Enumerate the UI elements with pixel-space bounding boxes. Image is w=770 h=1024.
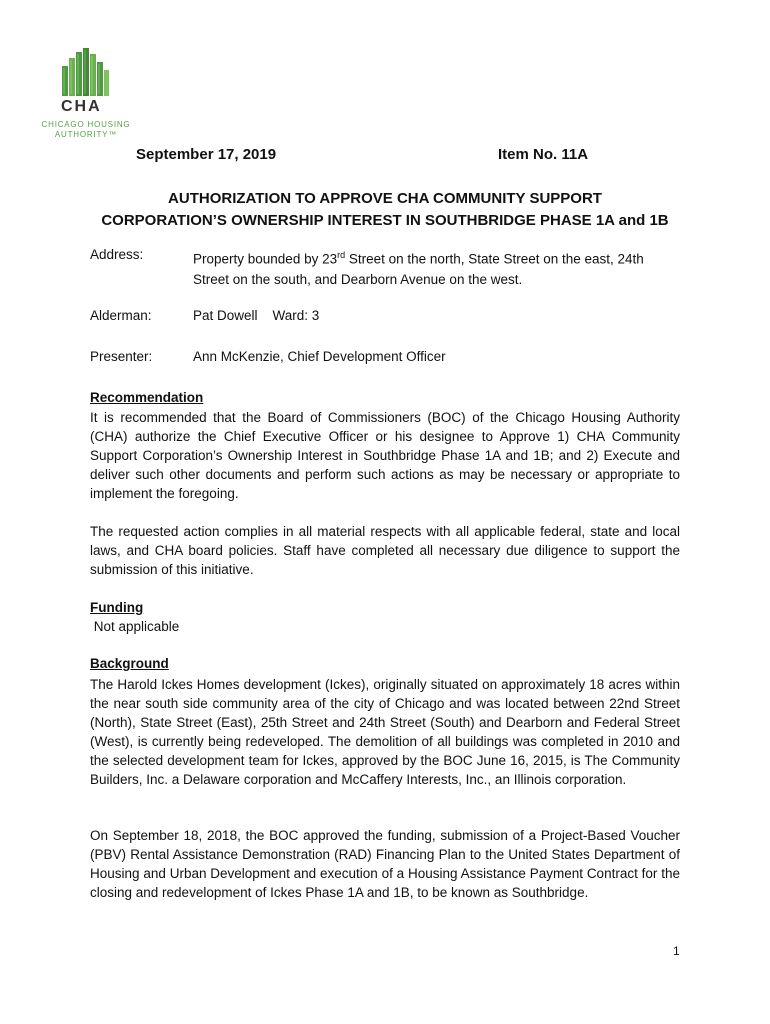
address-label: Address: (90, 247, 144, 262)
cha-logo (36, 48, 136, 139)
presenter-value: Ann McKenzie, Chief Development Officer (193, 349, 446, 364)
document-date: September 17, 2019 (136, 146, 277, 163)
background-paragraph-1: The Harold Ickes Homes development (Ickes), originally situated on approximately 18 acres within the near south side community area of the city of Chicago and was located between 22nd Street (North), State Street (East), 25th Street and 24th Street (South) and Dearborn and Federal Street (West), is currently being redeveloped. The demolition of all buildings was completed in 2010 and the selected development team for Ickes, approved by the BOC June 16, 2015, is The Community Builders, Inc. a Delaware corporation and McCaffery Interests, Inc., an Illinois corporation. (90, 677, 680, 787)
document-title (70, 188, 700, 232)
alderman-label: Alderman: (90, 308, 152, 323)
recommendation-heading: Recommendation (90, 390, 204, 405)
address-text-start: Property bounded by 23 (193, 251, 338, 267)
funding-text: Not applicable (90, 619, 180, 634)
title-line-2: CORPORATION’S OWNERSHIP INTEREST IN SOUTHBRIDGE PHASE 1A and 1B (101, 212, 669, 229)
title-line-1: AUTHORIZATION TO APPROVE CHA COMMUNITY SUPPORT (168, 190, 602, 207)
funding-heading: Funding (90, 600, 144, 615)
logo-line-2: AUTHORITY™ (54, 130, 118, 139)
page-number: 1 (673, 944, 680, 958)
address-superscript: rd (337, 250, 346, 260)
buildings-logo-icon (36, 48, 136, 98)
address-value (193, 245, 673, 290)
recommendation-paragraph-1: It is recommended that the Board of Commissioners (BOC) of the Chicago Housing Authority (CHA) authorize the Chief Executive Officer or his designee to Approve 1) CHA Community Support Corporation’s Ownership Interest in Southbridge Phase 1A and 1B; and 2) Execute and deliver such other documents and perform such actions as may be necessary or appropriate to implement the foregoing. (90, 410, 680, 501)
item-number: Item No. 11A (498, 146, 589, 163)
logo-subtitle (38, 120, 134, 140)
address-text-end: Street on the north, State Street on the east, 24th Street on the south, and Dearborn Avenue on the west. (193, 251, 644, 287)
background-heading: Background (90, 656, 169, 671)
logo-line-1: CHICAGO HOUSING (41, 120, 131, 129)
recommendation-paragraph-2: The requested action complies in all material respects with all applicable federal, state and local laws, and CHA board policies. Staff have completed all necessary due diligence to support the submission of this initiative. (90, 524, 680, 577)
background-paragraph-2: On September 18, 2018, the BOC approved the funding, submission of a Project-Based Voucher (PBV) Rental Assistance Demonstration (RAD) Financing Plan to the United States Department of Housing and Urban Development and execution of a Housing Assistance Payment Contract for the closing and redevelopment of Ickes Phase 1A and 1B, to be known as Southbridge. (90, 828, 680, 900)
presenter-label: Presenter: (90, 349, 153, 364)
logo-abbreviation: CHA (61, 98, 102, 115)
alderman-value: Pat Dowell Ward: 3 (193, 308, 320, 323)
